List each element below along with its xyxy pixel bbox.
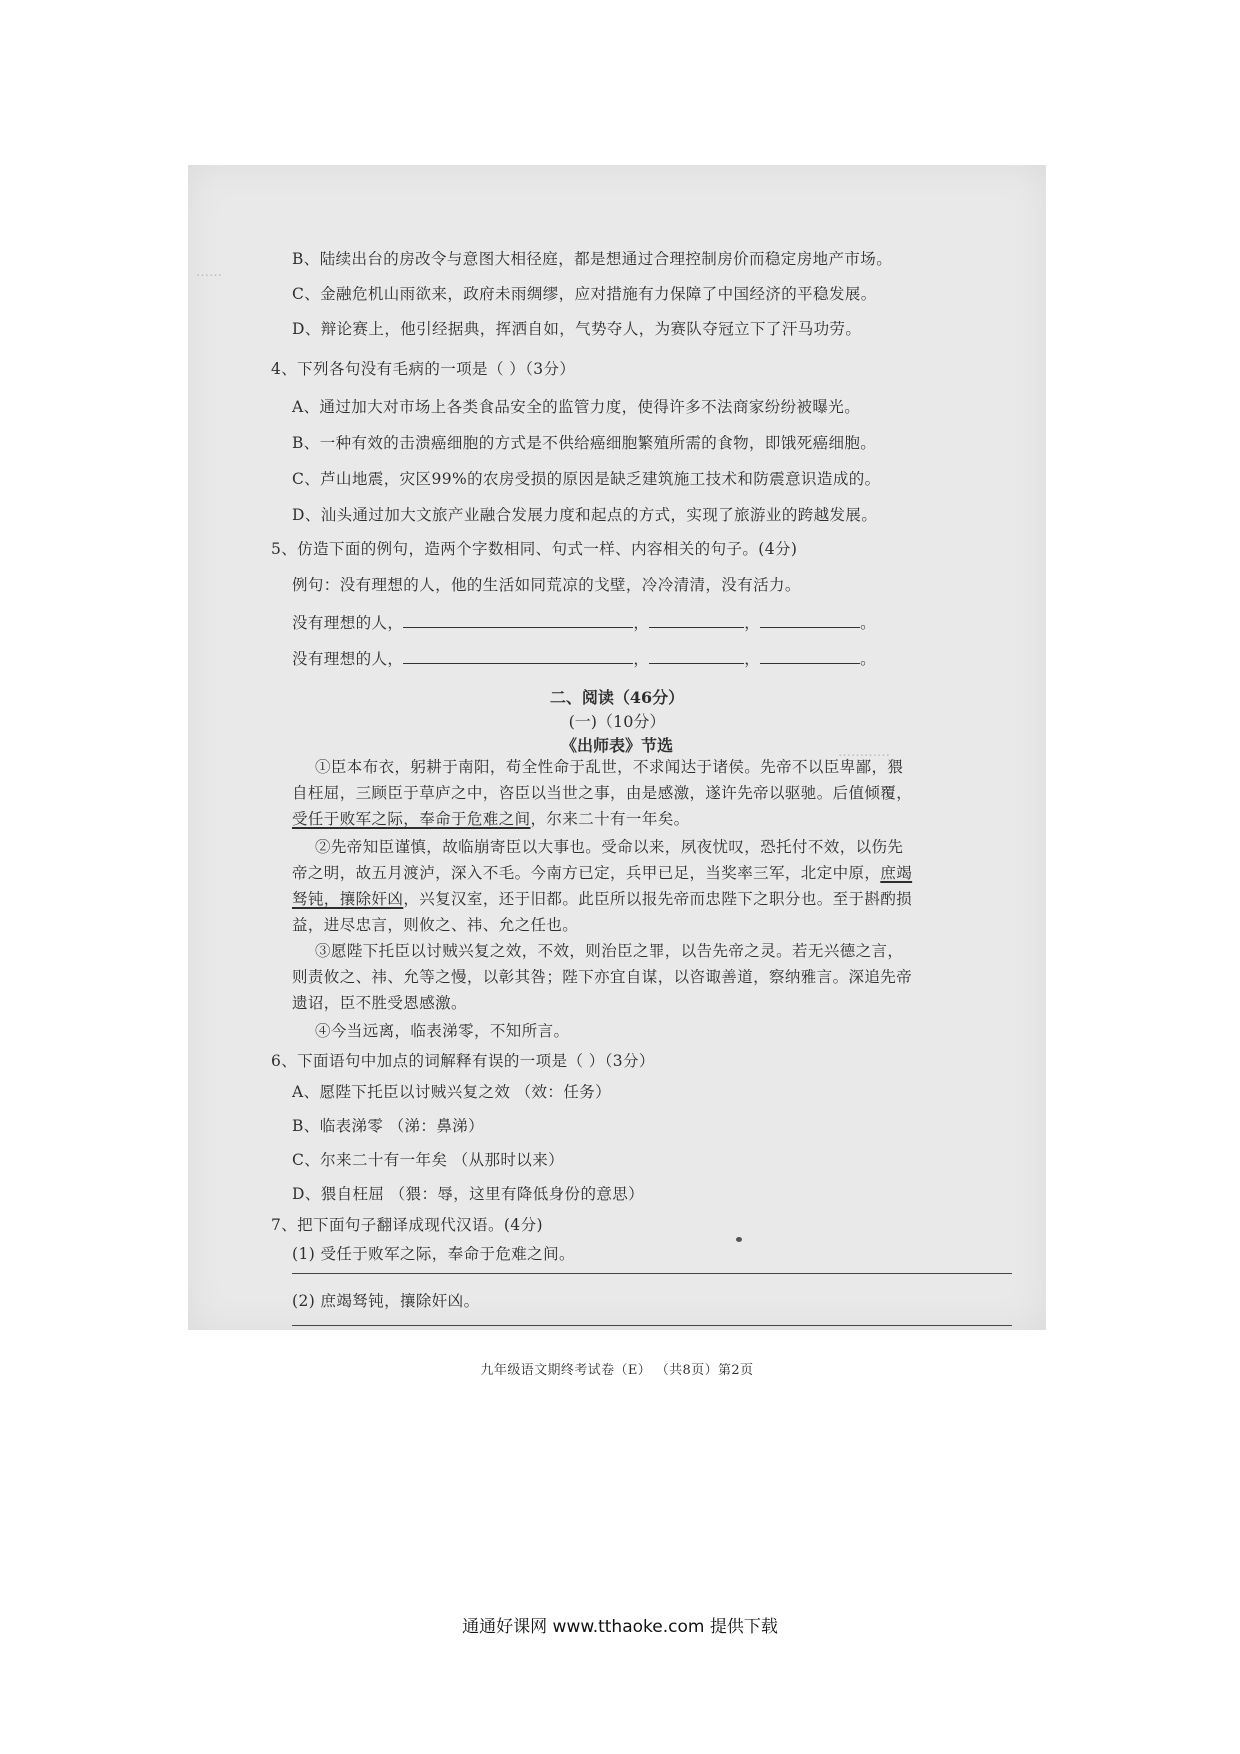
q6-option-a: A、愿陛下托臣以讨贼兴复之效 （效：任务）	[292, 1083, 612, 1101]
q3-option-d: D、辩论赛上，他引经据典，挥洒自如，气势夺人，为赛队夺冠立下了汗马功劳。	[292, 320, 862, 338]
q3-option-c: C、金融危机山雨欲来，政府未雨绸缪，应对措施有力保障了中国经济的平稳发展。	[292, 285, 877, 303]
punctuation: ，	[744, 614, 761, 632]
q6-option-b: B、临表涕零 （涕：鼻涕）	[292, 1117, 485, 1135]
passage-paragraph-2-line: 益，进尽忠言，则攸之、祎、允之任也。	[292, 916, 579, 934]
q6-option-c: C、尔来二十有一年矣 （从那时以来）	[292, 1151, 564, 1169]
bleed-through-text: ……	[196, 265, 222, 280]
page-footer: 九年级语文期终考试卷（E） （共8页）第2页	[480, 1363, 754, 1378]
q4-option-c: C、芦山地震，灾区99%的农房受损的原因是缺乏建筑施工技术和防震意识造成的。	[292, 470, 881, 488]
passage-paragraph-3: ③愿陛下托臣以讨贼兴复之效，不效，则治臣之罪，以告先帝之灵。若无兴德之言，	[315, 942, 904, 960]
passage-paragraph-2-line	[292, 889, 912, 909]
answer-blank[interactable]	[649, 613, 744, 628]
sentence-text: 帝之明，故五月渡泸，深入不毛。今南方已定，兵甲已足，当奖率三军，北定中原，	[292, 864, 881, 882]
passage-paragraph-3-line: 遗诏，臣不胜受恩感激。	[292, 994, 467, 1012]
passage-paragraph-2-line	[292, 863, 912, 883]
q6-option-d: D、猥自枉屈 （猥：辱，这里有降低身份的意思）	[292, 1185, 645, 1203]
sentence-text: ，尔来二十有一年矣。	[530, 810, 690, 828]
answer-blank[interactable]	[760, 649, 860, 664]
scanned-exam-page	[188, 165, 1046, 1378]
q4-option-a: A、通过加大对市场上各类食品安全的监管力度，使得许多不法商家纷纷被曝光。	[292, 398, 861, 416]
q5-example: 例句：没有理想的人，他的生活如同荒凉的戈壁，冷冷清清，没有活力。	[292, 576, 801, 594]
answer-blank[interactable]	[649, 649, 744, 664]
q4-option-b: B、一种有效的击溃癌细胞的方式是不供给癌细胞繁殖所需的食物，即饿死癌细胞。	[292, 434, 877, 452]
q7-sentence-1: (1) 受任于败军之际，奉命于危难之间。	[292, 1245, 575, 1263]
passage-paragraph-1: ①臣本布衣，躬耕于南阳，苟全性命于乱世，不求闻达于诸侯。先帝不以臣卑鄙，猥	[315, 758, 904, 776]
q4-option-d: D、汕头通过加大文旅产业融合发展力度和起点的方式，实现了旅游业的跨越发展。	[292, 506, 878, 524]
underlined-sentence: 受任于败军之际，奉命于危难之间	[292, 810, 531, 828]
answer-blank[interactable]	[403, 613, 633, 628]
passage-paragraph-1-line	[292, 809, 690, 829]
q4-stem: 4、下列各句没有毛病的一项是（ ）（3分）	[271, 360, 576, 378]
punctuation: ，	[633, 614, 650, 632]
answer-blank[interactable]	[760, 613, 860, 628]
underlined-sentence: 驽钝，攘除奸凶	[292, 890, 404, 908]
answer-line-prefix: 没有理想的人，	[292, 614, 404, 632]
q3-option-b: B、陆续出台的房改令与意图大相径庭，都是想通过合理控制房价而稳定房地产市场。	[292, 250, 893, 268]
passage-paragraph-2: ②先帝知臣谨慎，故临崩寄臣以大事也。受命以来，夙夜忧叹，恐托付不效，以伤先	[315, 838, 904, 856]
q5-stem: 5、仿造下面的例句，造两个字数相同、句式一样、内容相关的句子。(4分)	[271, 540, 798, 558]
bleed-through-text: …………	[838, 745, 890, 760]
passage-paragraph-4: ④今当远离，临表涕零，不知所言。	[315, 1022, 570, 1040]
punctuation: ，	[744, 650, 761, 668]
sentence-text: ，兴复汉室，还于旧都。此臣所以报先帝而忠陛下之职分也。至于斟酌损	[403, 890, 913, 908]
section-2-title: 二、阅读（46分）	[549, 688, 685, 707]
punctuation: 。	[860, 650, 877, 668]
answer-line-prefix: 没有理想的人，	[292, 650, 404, 668]
passage-paragraph-3-line: 则责攸之、祎、允等之慢，以彰其咎；陛下亦宜自谋，以咨诹善道，察纳雅言。深追先帝	[292, 968, 913, 986]
answer-blank[interactable]	[403, 649, 633, 664]
ink-speck	[736, 1237, 742, 1242]
site-download-footer: 通通好课网 www.tthaoke.com 提供下载	[462, 1617, 778, 1637]
underlined-sentence: 庶竭	[880, 864, 913, 882]
passage-paragraph-1-line: 自枉屈，三顾臣于草庐之中，咨臣以当世之事，由是感激，遂许先帝以驱驰。后值倾覆，	[292, 784, 913, 802]
punctuation: ，	[633, 650, 650, 668]
punctuation: 。	[860, 614, 877, 632]
section-2-subtitle: (一)（10分）	[568, 712, 666, 731]
q7-stem: 7、把下面句子翻译成现代汉语。(4分)	[271, 1216, 543, 1234]
q5-answer-line-2	[292, 649, 876, 669]
answer-line[interactable]	[292, 1325, 1012, 1326]
q6-stem: 6、下面语句中加点的词解释有误的一项是（ ）（3分）	[271, 1052, 655, 1070]
answer-line[interactable]	[292, 1273, 1012, 1274]
q7-sentence-2: (2) 庶竭驽钝，攘除奸凶。	[292, 1292, 480, 1310]
passage-title: 《出师表》节选	[560, 736, 673, 755]
q5-answer-line-1	[292, 613, 876, 633]
